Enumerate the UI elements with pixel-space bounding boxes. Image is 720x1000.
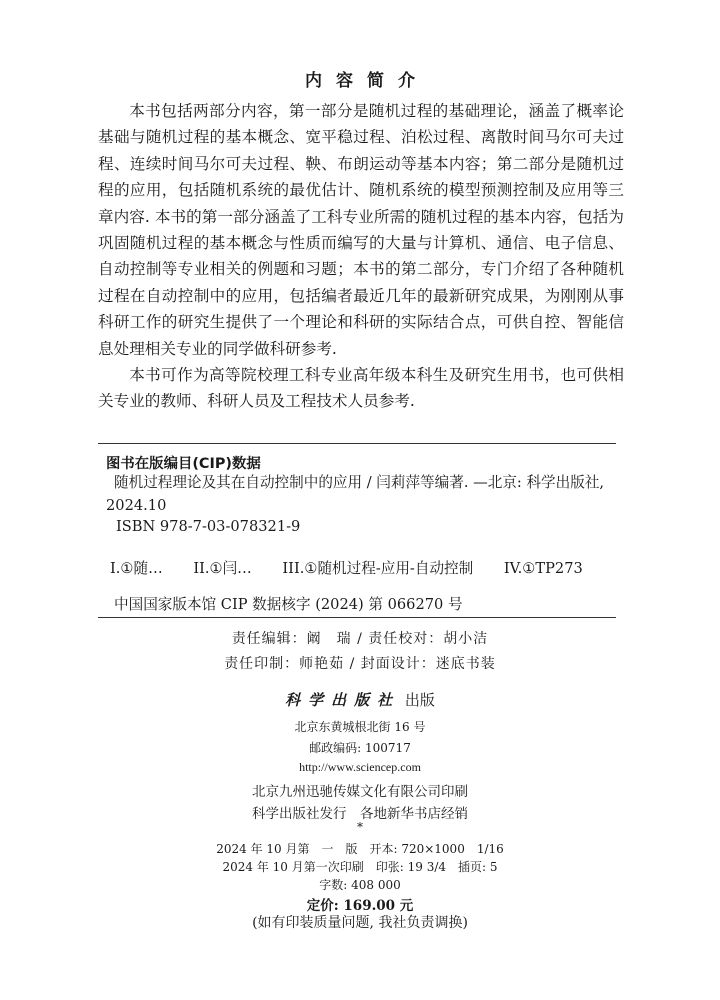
cip-classification [110,557,636,578]
word-count: 字数: 408 000 [319,878,401,892]
edition-line-2: 2024 年 10 月第一次印刷 印张: 19 3/4 插页: 5 [222,860,498,874]
cip-isbn: ISBN 978-7-03-078321-9 [116,518,301,535]
cip-top-rule [98,443,616,444]
publisher-logo-text: 科学出版社 [285,691,401,709]
publisher-postcode: 邮政编码: 100717 [309,741,411,755]
summary-paragraph-2: 本书可作为高等院校理工科专业高年级本科生及研究生用书，也可供相关专业的教师、科研人员及工程技术人员参考. [98,366,624,411]
price: 定价: 169.00 元 [306,898,414,914]
cip-class-2: II.①闫… [193,560,252,577]
publisher-suffix: 出版 [404,691,435,709]
cip-bottom-rule [98,617,616,618]
publisher-line [0,689,720,710]
cip-record: 随机过程理论及其在自动控制中的应用 / 闫莉萍等编著. —北京: 科学出版社, 2024.10 [106,474,605,514]
summary-paragraph-1: 本书包括两部分内容，第一部分是随机过程的基础理论，涵盖了概率论基础与随机过程的基本概念、宽平稳过程、泊松过程、离散时间马尔可夫过程、连续时间马尔可夫过程、鞅、布朗运动等基本内容；第二部分是随机过程的应用，包括随机系统的最优估计、随机系统的模型预测控制及应用等三章内容. 本书的第一部分涵盖了工科专业所需的随机过程的基本内容，包括为巩固随机过程的基本概念与性质而编写的大量与计算机、通信、电子信息、自动控制等专业相关的例题和习题；本书的第二部分，专门介绍了各种随机过程在自动控制中的应用，包括编者最近几年的最新研究成果，为刚刚从事科研工作的研究生提供了一个理论和科研的实际结合点，可供自控、智能信息处理相关专业的同学做科研参考. [98,102,624,358]
distribution-line: 科学出版社发行 各地新华书店经销 [252,806,468,822]
quality-note: (如有印装质量问题, 我社负责调换) [252,915,468,931]
publisher-url: http://www.sciencep.com [299,760,421,774]
separator-star: * [357,820,363,834]
edition-line-1: 2024 年 10 月第 一 版 开本: 720×1000 1/16 [216,842,504,856]
cip-library-record: 中国国家版本馆 CIP 数据核字 (2024) 第 066270 号 [114,596,463,613]
summary-body [98,98,624,415]
credits-editors: 责任编辑：阚 瑞 / 责任校对：胡小洁 [231,631,489,647]
cip-class-1: I.①随… [110,560,163,577]
cip-class-4: IV.①TP273 [503,560,583,577]
credits-production: 责任印制：师艳茹 / 封面设计：迷底书装 [224,656,496,672]
summary-title: 内容简介 [305,71,429,91]
cip-heading: 图书在版编目(CIP)数据 [106,456,261,472]
printer-line: 北京九州迅驰传媒文化有限公司印刷 [252,784,468,800]
cip-class-3: III.①随机过程-应用-自动控制 [282,560,474,577]
publisher-address: 北京东黄城根北街 16 号 [294,720,426,734]
